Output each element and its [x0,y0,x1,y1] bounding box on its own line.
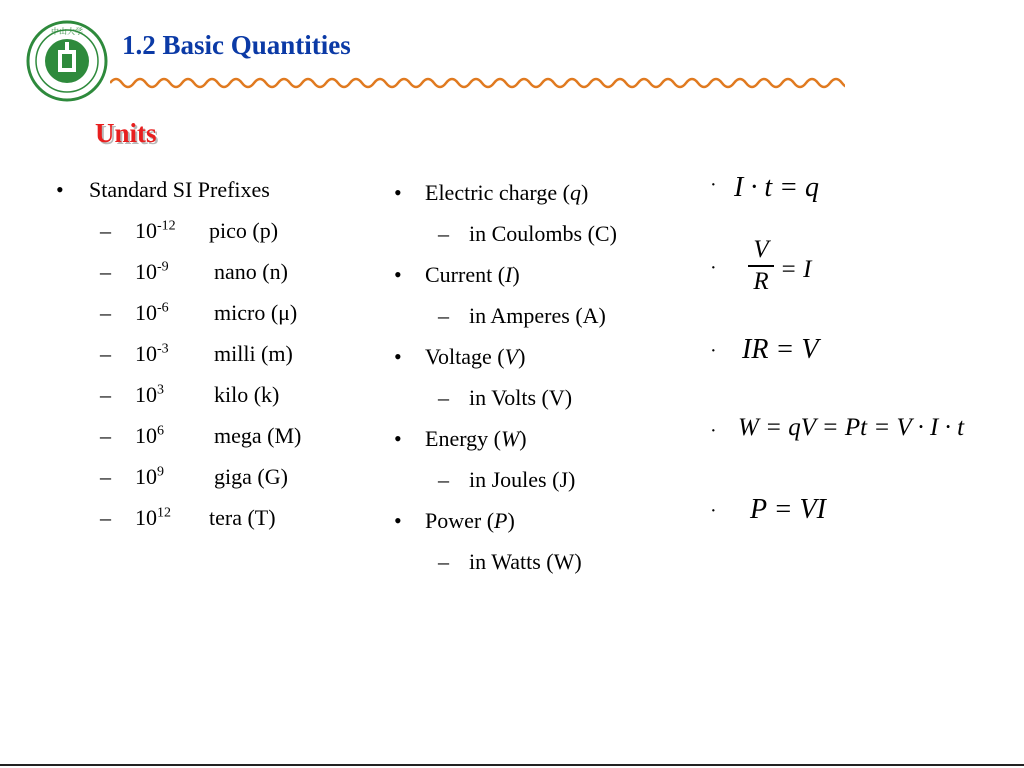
prefix-name: tera (T) [209,505,276,530]
quantity-symbol: V [504,344,519,369]
prefix-exponent: 9 [157,464,164,480]
prefix-name: milli (m) [214,341,293,366]
prefix-exponent: -6 [157,300,169,316]
quantity-symbol: W [500,426,520,451]
quantity-symbol: q [569,180,581,205]
bullet-icon: • [56,177,64,202]
prefix-power [135,382,164,408]
section-subtitle: Units [95,118,157,148]
prefix-exponent: 12 [157,505,171,521]
quantity-unit: in Watts (W) [469,549,582,574]
dash-icon: – [100,341,111,366]
prefix-power [135,259,169,285]
quantity-close: ) [518,344,526,369]
svg-text:中山大学: 中山大学 [51,27,83,36]
prefix-name: giga (G) [214,464,288,489]
bullet-icon: • [394,180,402,205]
quantity-close: ) [507,508,515,533]
quantity-symbol: P [494,508,508,533]
equation-energy: W = qV = Pt = V · I · t [738,414,965,441]
quantity-name: Current ( [425,262,506,287]
bullet-icon: • [394,262,402,287]
prefix-base: 10 [135,423,157,448]
fraction-numerator: V [753,236,769,263]
quantity-label [425,180,588,206]
si-prefix-heading: Standard SI Prefixes [89,177,270,202]
prefix-name: micro (μ) [214,300,298,325]
quantity-close: ) [512,262,520,287]
prefix-power [135,218,176,244]
prefix-exponent: -9 [157,259,169,275]
dash-icon: – [100,259,111,284]
equation-ohm-law: IR = V [742,334,819,365]
equation-bullet: · [710,340,717,362]
bullet-icon: • [394,344,402,369]
quantity-unit: in Joules (J) [469,467,576,492]
dash-icon: – [100,505,111,530]
quantity-name: Power ( [425,508,495,533]
prefix-power [135,300,169,326]
prefix-base: 10 [135,259,157,284]
dash-icon: – [100,464,111,489]
bullet-icon: • [394,426,402,451]
prefix-base: 10 [135,218,157,243]
decorative-wave-divider [110,72,845,94]
prefix-power [135,341,169,367]
prefix-name: mega (M) [214,423,302,448]
prefix-exponent: -3 [157,341,169,357]
quantity-label [425,344,525,370]
prefix-exponent: 3 [157,382,164,398]
quantity-label [425,426,527,452]
prefix-power [135,423,164,449]
prefix-base: 10 [135,464,157,489]
quantity-close: ) [580,180,589,205]
equation-ohm-fraction [748,236,774,296]
quantity-symbol: I [505,262,513,287]
quantity-name: Voltage ( [425,344,505,369]
quantity-unit: in Coulombs (C) [469,221,617,246]
dash-icon: – [100,423,111,448]
dash-icon: – [100,300,111,325]
quantity-unit: in Volts (V) [469,385,573,410]
fraction-denominator: R [753,268,769,295]
quantity-label [425,262,520,288]
prefix-name: kilo (k) [214,382,280,407]
prefix-power [135,505,171,531]
equation-power: P = VI [750,494,826,525]
university-logo [26,20,108,102]
prefix-power [135,464,164,490]
prefix-exponent: 6 [157,423,164,439]
quantity-close: ) [519,426,527,451]
fraction-bar [748,265,774,267]
footer-divider [0,764,1024,766]
dash-icon: – [438,221,449,246]
equation-charge: I · t = q [734,172,819,203]
quantity-name: Energy ( [425,426,501,451]
bullet-icon: • [394,508,402,533]
quantity-unit: in Amperes (A) [469,303,606,328]
prefix-base: 10 [135,300,157,325]
dash-icon: – [438,303,449,328]
equation-ohm-rhs: = I [780,256,812,283]
prefix-base: 10 [135,382,157,407]
dash-icon: – [438,385,449,410]
dash-icon: – [100,218,111,243]
quantity-label [425,508,515,534]
dash-icon: – [100,382,111,407]
dash-icon: – [438,467,449,492]
prefix-name: nano (n) [214,259,288,284]
slide-title: 1.2 Basic Quantities [122,30,351,60]
quantity-name: Electric charge ( [425,180,570,205]
prefix-base: 10 [135,341,157,366]
prefix-name: pico (p) [209,218,279,243]
equation-bullet: · [710,257,717,279]
dash-icon: – [438,549,449,574]
equation-bullet: · [710,174,717,196]
equation-bullet: · [710,420,717,442]
prefix-base: 10 [135,505,157,530]
equation-bullet: · [710,500,717,522]
prefix-exponent: -12 [157,218,176,234]
